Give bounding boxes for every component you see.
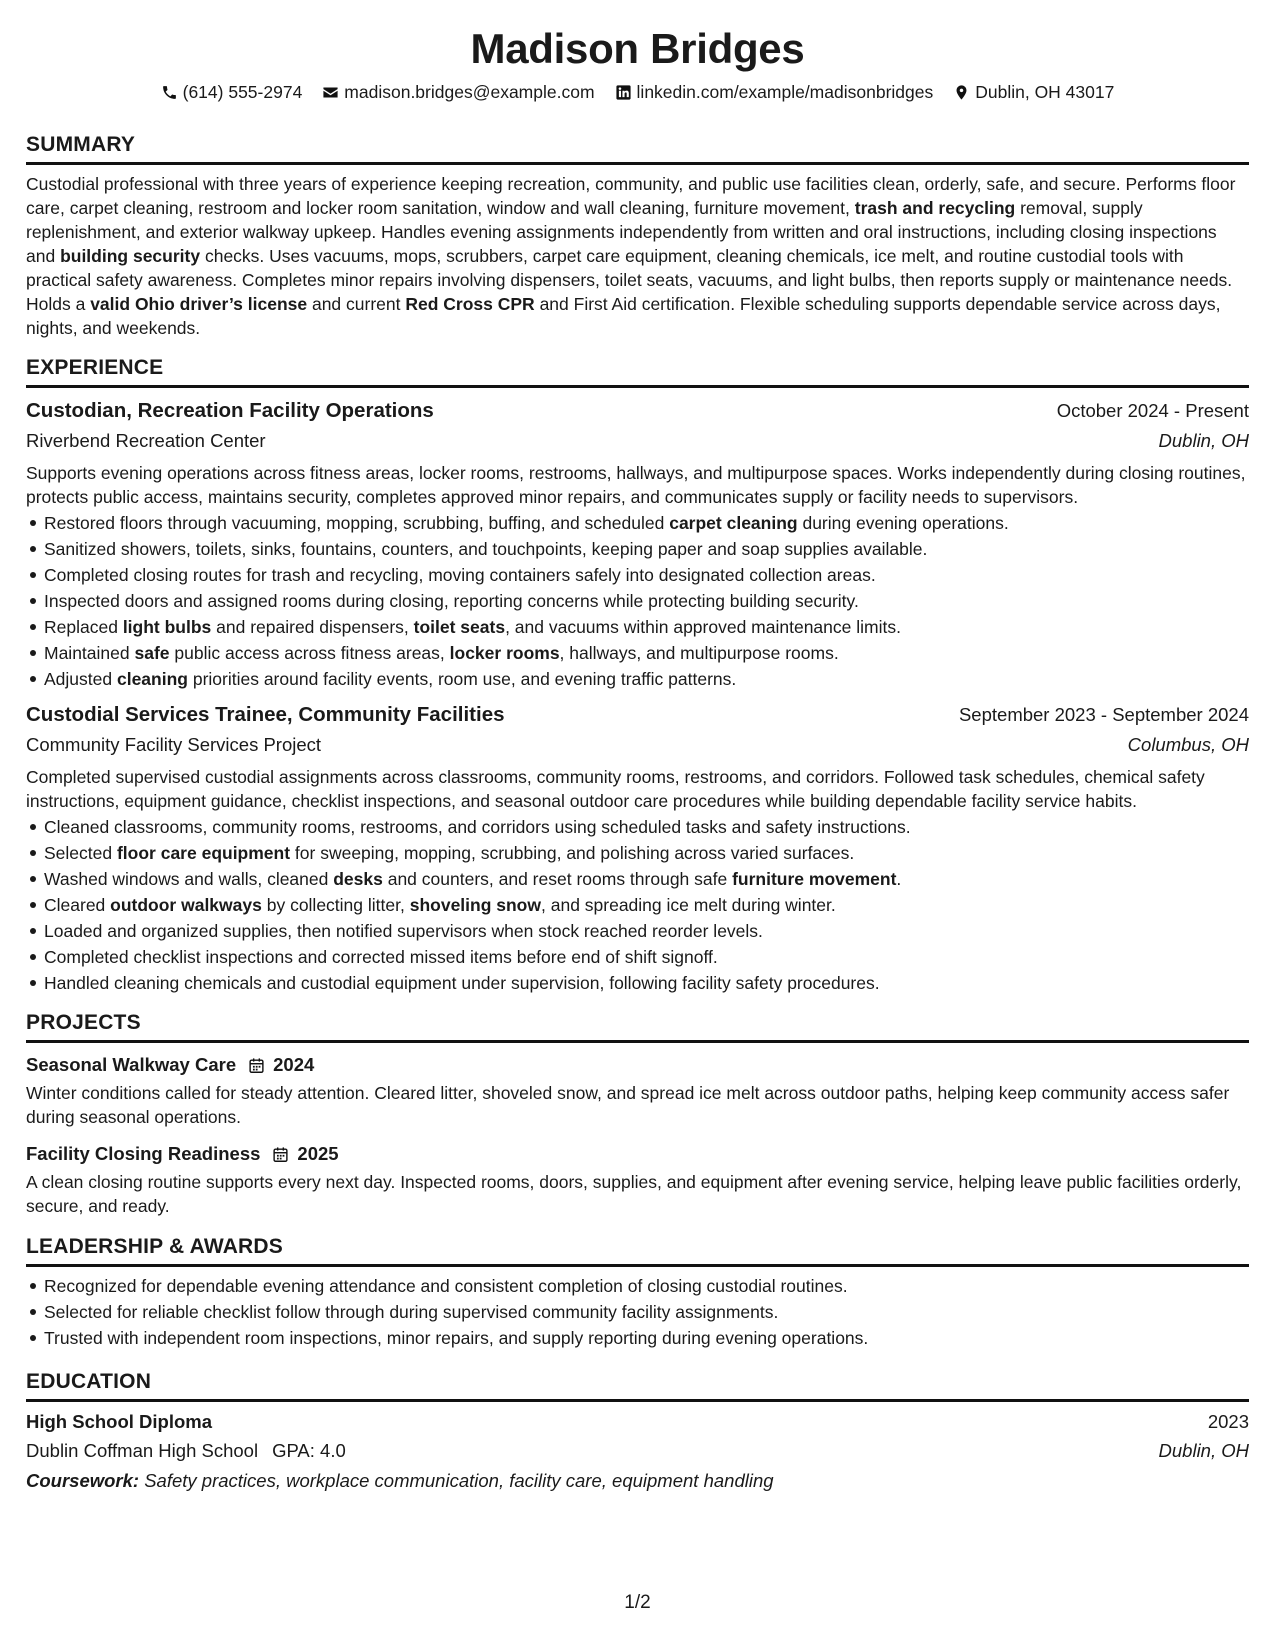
project-title: Seasonal Walkway Care [26, 1054, 237, 1075]
calendar-icon [248, 1057, 265, 1074]
candidate-name: Madison Bridges [470, 25, 805, 72]
project-entry [26, 1141, 1249, 1218]
list-item: Cleared outdoor walkways by collecting litter, shoveling snow, and spreading ice melt during winter. [26, 892, 1249, 918]
linkedin-icon [615, 84, 632, 101]
page-number: 1/2 [624, 1592, 651, 1613]
list-item: Restored floors through vacuuming, mopping, scrubbing, buffing, and scheduled carpet cleaning during evening operations. [26, 510, 1249, 536]
list-item: Selected floor care equipment for sweeping, mopping, scrubbing, and polishing across varied surfaces. [26, 840, 1249, 866]
job-organization: Riverbend Recreation Center [26, 430, 266, 451]
job-bullets [26, 510, 1249, 692]
envelope-icon [322, 84, 339, 101]
list-item: Adjusted cleaning priorities around facility events, room use, and evening traffic patterns. [26, 666, 1249, 692]
summary-part: removal, supply replenishment, and exterior walkway upkeep. Handles evening assignments independently from written and oral instructions, including closing inspections and [26, 198, 1217, 266]
linkedin-text: linkedin.com/example/madisonbridges [636, 82, 934, 102]
project-description: Winter conditions called for steady attention. Cleared litter, shoveled snow, and spread ice melt across outdoor paths, helping keep community access safer during seasonal operations. [26, 1083, 1230, 1127]
list-item: Loaded and organized supplies, then notified supervisors when stock reached reorder levels. [26, 918, 1249, 944]
leadership-list [26, 1273, 1249, 1351]
job-description: Completed supervised custodial assignments across classrooms, community rooms, restrooms, and corridors. Followed task schedules, chemical safety instructions, equipment guidance, checklist inspections, and seasonal outdoor care procedures while building dependable facility service habits. [26, 767, 1205, 811]
list-item: Trusted with independent room inspections, minor repairs, and supply reporting during evening operations. [26, 1325, 1249, 1351]
job-title: Custodial Services Trainee, Community Facilities [26, 703, 505, 726]
list-item: Cleaned classrooms, community rooms, restrooms, and corridors using scheduled tasks and safety instructions. [26, 814, 1249, 840]
project-entry [26, 1052, 1249, 1129]
education-year: 2023 [1207, 1411, 1249, 1432]
list-item: Completed closing routes for trash and recycling, moving containers safely into designated collection areas. [26, 562, 1249, 588]
job-location: Columbus, OH [1127, 734, 1249, 755]
location-text: Dublin, OH 43017 [975, 82, 1115, 102]
job-description: Supports evening operations across fitness areas, locker rooms, restrooms, hallways, and multipurpose spaces. Works independently during closing routines, protects public access, maintains security, completes approved minor repairs, and communicates supply or facility needs to supervisors. [26, 463, 1246, 507]
education-location: Dublin, OH [1158, 1440, 1249, 1461]
education-school: Dublin Coffman High School [26, 1440, 259, 1461]
summary-part: and First Aid certification. Flexible scheduling supports dependable service across days, nights, and weekends. [26, 294, 1221, 338]
phone-icon [161, 84, 178, 101]
project-year: 2025 [297, 1143, 339, 1164]
contact-location [953, 80, 1114, 104]
summary-part: Custodial professional with three years of experience keeping recreation, community, and public use facilities clean, orderly, safe, and secure. Performs floor care, carpet cleaning, restroom and locker room sanitation, window and wall cleaning, furniture movement, [26, 174, 1236, 218]
list-item: Inspected doors and assigned rooms during closing, reporting concerns while protecting building security. [26, 588, 1249, 614]
summary-bold: valid Ohio driver’s license [90, 294, 308, 314]
education-school-line [26, 1436, 346, 1465]
list-item: Handled cleaning chemicals and custodial equipment under supervision, following facility safety procedures. [26, 970, 1249, 996]
summary-bold: trash and recycling [854, 198, 1016, 218]
job-location: Dublin, OH [1158, 430, 1249, 451]
section-title-education: EDUCATION [26, 1369, 1249, 1402]
section-title-summary: SUMMARY [26, 132, 1249, 165]
job-bullets [26, 814, 1249, 996]
job-date: September 2023 - September 2024 [958, 704, 1249, 725]
job-date: October 2024 - Present [1056, 400, 1249, 421]
coursework-label: Coursework: [26, 1470, 140, 1491]
list-item: Replaced light bulbs and repaired dispensers, toilet seats, and vacuums within approved maintenance limits. [26, 614, 1249, 640]
list-item: Washed windows and walls, cleaned desks and counters, and reset rooms through safe furniture movement. [26, 866, 1249, 892]
project-description: A clean closing routine supports every next day. Inspected rooms, doors, supplies, and equipment after evening service, helping leave public facilities orderly, secure, and ready. [26, 1172, 1242, 1216]
contact-phone[interactable] [161, 80, 303, 104]
education-entry [26, 1408, 1249, 1495]
list-item: Maintained safe public access across fitness areas, locker rooms, hallways, and multipurpose rooms. [26, 640, 1249, 666]
list-item: Sanitized showers, toilets, sinks, fountains, counters, and touchpoints, keeping paper and soap supplies available. [26, 536, 1249, 562]
summary-bold: Red Cross CPR [405, 294, 535, 314]
coursework-text: Safety practices, workplace communication, facility care, equipment handling [139, 1470, 774, 1491]
map-pin-icon [953, 84, 970, 101]
contact-email[interactable] [322, 80, 594, 104]
list-item: Recognized for dependable evening attendance and consistent completion of closing custodial routines. [26, 1273, 1249, 1299]
job-entry [26, 700, 1249, 996]
job-title: Custodian, Recreation Facility Operations [26, 399, 434, 422]
contact-linkedin[interactable] [615, 80, 934, 104]
email-text: madison.bridges@example.com [344, 82, 595, 102]
list-item: Completed checklist inspections and corrected missed items before end of shift signoff. [26, 944, 1249, 970]
section-title-experience: EXPERIENCE [26, 355, 1249, 388]
project-title: Facility Closing Readiness [26, 1143, 261, 1164]
job-organization: Community Facility Services Project [26, 734, 322, 755]
section-title-leadership: LEADERSHIP & AWARDS [26, 1234, 1249, 1267]
contact-bar [26, 80, 1249, 104]
summary-part: and current [307, 294, 406, 314]
list-item: Selected for reliable checklist follow through during supervised community facility assignments. [26, 1299, 1249, 1325]
calendar-icon [272, 1146, 289, 1163]
job-entry [26, 396, 1249, 692]
resume-page [26, 0, 1249, 1495]
phone-text: (614) 555-2974 [182, 82, 303, 102]
summary-bold: building security [60, 246, 201, 266]
summary-text [26, 172, 1249, 340]
education-degree: High School Diploma [26, 1411, 213, 1432]
education-coursework [26, 1466, 1249, 1495]
section-title-projects: PROJECTS [26, 1010, 1249, 1043]
project-year: 2024 [273, 1054, 315, 1075]
summary-part: checks. Uses vacuums, mops, scrubbers, carpet care equipment, cleaning chemicals, ice melt, and routine custodial tools with practical safety awareness. Completes minor repairs involving dispensers, toilet seats, vacuums, and light bulbs, then reports supply or maintenance needs. Holds a [26, 246, 1233, 314]
education-gpa: GPA: 4.0 [272, 1440, 346, 1461]
